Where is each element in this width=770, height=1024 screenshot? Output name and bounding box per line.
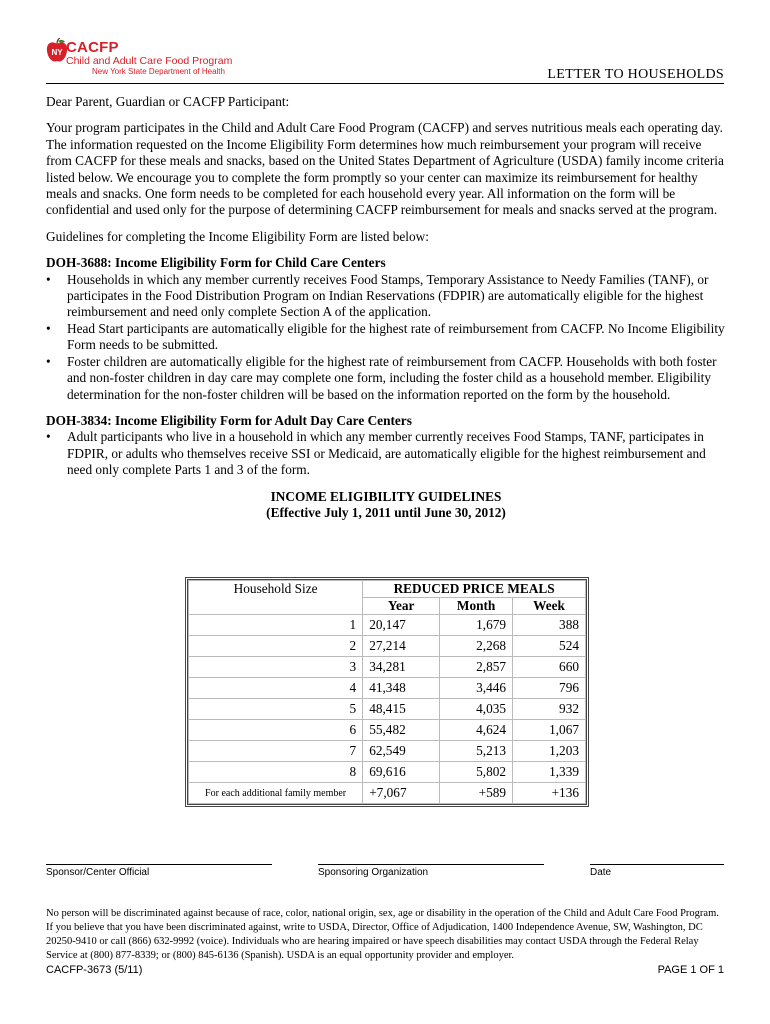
cell-month: +589 xyxy=(440,783,513,804)
cell-size: 6 xyxy=(189,720,363,741)
income-eligibility-table xyxy=(188,580,586,804)
cell-year: +7,067 xyxy=(363,783,440,804)
logo-name: CACFP xyxy=(66,39,119,56)
nondiscrimination-statement: No person will be discriminated against because of race, color, national origin, sex, age or disability in the operation of the Child and Adult Care Food Program. If you believe that you have been discriminated against, write to USDA, Director, Office of Adjudication, 1400 Independence Avenue, SW, Washington, DC 20250-9410 or call (866) 632-9992 (voice). Individuals who are hearing impaired or have speech disabilities may contact USDA through the Federal Relay Service at (800) 877-8339; or (800) 845-6136 (Spanish). USDA is an equal opportunity provider and employer. xyxy=(46,908,719,961)
logo-subtitle: Child and Adult Care Food Program xyxy=(66,55,233,67)
cell-year: 27,214 xyxy=(363,636,440,657)
cell-size: 2 xyxy=(189,636,363,657)
header-reduced-price-meals: REDUCED PRICE MEALS xyxy=(363,581,586,598)
cell-week: 932 xyxy=(513,699,586,720)
page-number: PAGE 1 OF 1 xyxy=(657,964,724,976)
header-week: Week xyxy=(513,598,586,615)
cell-week: 388 xyxy=(513,615,586,636)
logo-badge-text: NY xyxy=(51,48,63,57)
greeting: Dear Parent, Guardian or CACFP Participant: xyxy=(46,94,290,109)
signature-official-line[interactable] xyxy=(46,864,272,878)
page-title: LETTER TO HOUSEHOLDS xyxy=(547,67,724,82)
cell-month: 5,213 xyxy=(440,741,513,762)
table-row xyxy=(189,720,586,741)
cell-size: 8 xyxy=(189,762,363,783)
cacfp-logo xyxy=(46,38,246,78)
table-row-additional xyxy=(189,783,586,804)
table-row xyxy=(189,741,586,762)
cell-month: 4,035 xyxy=(440,699,513,720)
cell-year: 69,616 xyxy=(363,762,440,783)
guidelines-effective: (Effective July 1, 2011 until June 30, 2012) xyxy=(266,504,506,520)
guidelines-title: INCOME ELIGIBILITY GUIDELINES xyxy=(270,488,502,504)
cell-month: 1,679 xyxy=(440,615,513,636)
cell-additional-label: For each additional family member xyxy=(189,783,363,804)
signature-date-label: Date xyxy=(590,867,612,878)
cell-year: 34,281 xyxy=(363,657,440,678)
section-child-care-list xyxy=(46,272,726,403)
guidelines-intro: Guidelines for completing the Income Eligibility Form are listed below: xyxy=(46,228,429,244)
header-household-size: Household Size xyxy=(189,581,363,615)
cell-size: 7 xyxy=(189,741,363,762)
signature-date-line[interactable] xyxy=(590,864,724,878)
cell-size: 4 xyxy=(189,678,363,699)
apple-icon xyxy=(46,38,68,68)
signature-official-label: Sponsor/Center Official xyxy=(46,867,150,878)
cell-week: 660 xyxy=(513,657,586,678)
signature-organization-label: Sponsoring Organization xyxy=(318,867,429,878)
table-row xyxy=(189,699,586,720)
cell-year: 48,415 xyxy=(363,699,440,720)
section-adult-care-list xyxy=(46,429,726,478)
income-table-frame xyxy=(185,577,589,807)
header-divider xyxy=(46,83,724,84)
logo-department: New York State Department of Health xyxy=(92,67,225,76)
signature-organization-line[interactable] xyxy=(318,864,544,878)
table-row xyxy=(189,657,586,678)
cell-month: 2,857 xyxy=(440,657,513,678)
cell-week: 1,203 xyxy=(513,741,586,762)
cell-size: 1 xyxy=(189,615,363,636)
cell-year: 55,482 xyxy=(363,720,440,741)
cell-size: 5 xyxy=(189,699,363,720)
list-item: • Adult participants who live in a household in which any member currently receives Food Stamps, TANF, participates in FDPIR, or adults who themselves receive SSI or Medicaid, are automatically eligible for the highest reimbursement and need only complete Parts 1 and 3 of the form. xyxy=(46,429,726,478)
section-adult-care-heading: DOH-3834: Income Eligibility Form for Adult Day Care Centers xyxy=(46,412,412,428)
cell-week: 1,339 xyxy=(513,762,586,783)
table-header-row xyxy=(189,581,586,598)
cell-week: 796 xyxy=(513,678,586,699)
cell-week: +136 xyxy=(513,783,586,804)
header-month: Month xyxy=(440,598,513,615)
list-item: • Head Start participants are automatically eligible for the highest rate of reimbursement from CACFP. No Income Eligibility Form needs to be submitted. xyxy=(46,321,726,354)
cell-month: 2,268 xyxy=(440,636,513,657)
letter-body xyxy=(46,94,726,521)
table-row xyxy=(189,615,586,636)
table-row xyxy=(189,636,586,657)
cell-week: 1,067 xyxy=(513,720,586,741)
cell-year: 41,348 xyxy=(363,678,440,699)
cell-month: 4,624 xyxy=(440,720,513,741)
cell-size: 3 xyxy=(189,657,363,678)
table-row xyxy=(189,678,586,699)
cell-week: 524 xyxy=(513,636,586,657)
form-id: CACFP-3673 (5/11) xyxy=(46,964,143,976)
intro-paragraph: Your program participates in the Child and Adult Care Food Program (CACFP) and serves nutritious meals each operating day. The information requested on the Income Eligibility Form determines how much reimbursement your program will receive from CACFP for these meals and snacks, based on the United States Department of Agriculture (USDA) family income criteria listed below. We encourage you to complete the form promptly so your center can maximize its reimbursement for healthy meals and snacks. One form needs to be completed for each household every year. All information on the form will be confidential and used only for the purpose of determining CACFP reimbursement for meals and snacks served at the program. xyxy=(46,120,724,218)
cell-year: 62,549 xyxy=(363,741,440,762)
table-row xyxy=(189,762,586,783)
cell-month: 3,446 xyxy=(440,678,513,699)
cell-month: 5,802 xyxy=(440,762,513,783)
section-child-care-heading: DOH-3688: Income Eligibility Form for Child Care Centers xyxy=(46,255,386,271)
list-item: • Households in which any member currently receives Food Stamps, Temporary Assistance to Needy Families (TANF), or participates in the Food Distribution Program on Indian Reservations (FDPIR) are automatically eligible for the highest reimbursement and need only complete Section A of the application. xyxy=(46,272,726,321)
list-item: • Foster children are automatically eligible for the highest rate of reimbursement from CACFP. Households with both foster and non-foster children in day care may complete one form, including the foster child as a household member. Eligibility determination for the non-foster children will be based on the information reported on the form by the household. xyxy=(46,354,726,403)
cell-year: 20,147 xyxy=(363,615,440,636)
header-year: Year xyxy=(363,598,440,615)
